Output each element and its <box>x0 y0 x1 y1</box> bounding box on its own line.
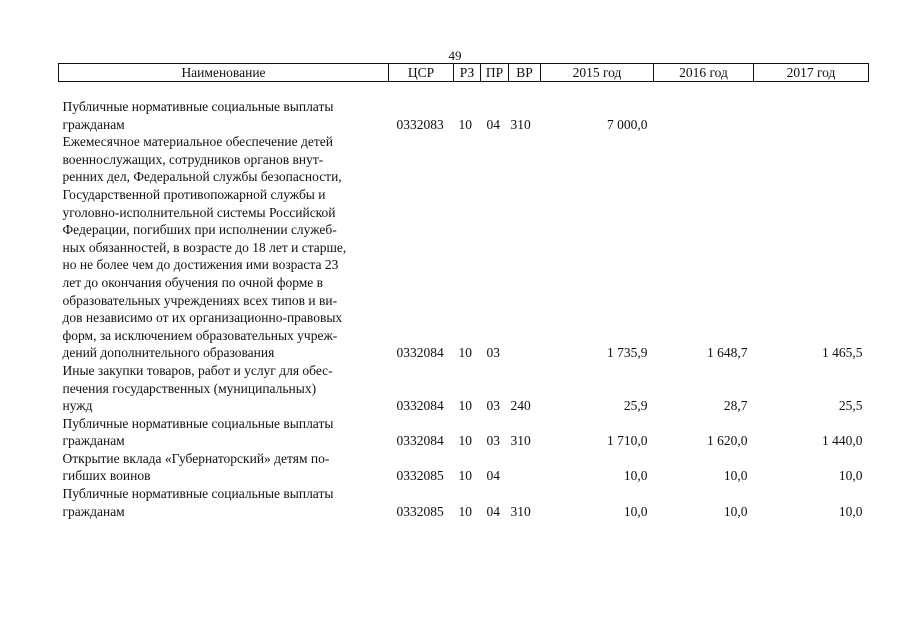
row-pr: 03 <box>486 345 500 361</box>
table-header <box>59 64 869 82</box>
row-name-line: дений дополнительного образования <box>62 345 275 361</box>
row-2016: 10,0 <box>723 503 748 519</box>
table-row <box>59 98 869 133</box>
row-name-line: гражданам <box>62 116 125 132</box>
row-name-line: гибших воинов <box>62 468 151 484</box>
row-vr: 240 <box>510 398 531 414</box>
row-name-line: Ежемесячное материальное обеспечение детей <box>62 134 333 150</box>
row-2016: 1 648,7 <box>707 345 748 361</box>
row-name <box>59 485 389 520</box>
row-csr: 0332085 <box>396 468 444 484</box>
row-2015: 10,0 <box>623 503 648 519</box>
row-rz: 10 <box>458 468 472 484</box>
row-name-line: ных обязанностей, в возрасте до 18 лет и старше, <box>62 239 347 255</box>
table-row <box>59 485 869 520</box>
row-2017: 10,0 <box>838 503 863 519</box>
table-body <box>59 82 869 521</box>
row-2016: 28,7 <box>723 398 748 414</box>
row-2017: 10,0 <box>838 468 863 484</box>
header-2016: 2016 год <box>654 64 754 82</box>
row-2015: 7 000,0 <box>607 116 648 132</box>
row-pr: 03 <box>486 433 500 449</box>
row-name-line: нужд <box>62 398 93 414</box>
header-rz: РЗ <box>454 64 481 82</box>
row-2015: 1 710,0 <box>607 433 648 449</box>
row-name <box>59 362 389 415</box>
row-csr: 0332085 <box>396 503 444 519</box>
header-name: Наименование <box>59 64 389 82</box>
row-vr: 310 <box>510 433 531 449</box>
row-name <box>59 133 389 362</box>
row-2016: 1 620,0 <box>707 433 748 449</box>
row-csr: 0332084 <box>396 345 444 361</box>
row-csr: 0332084 <box>396 398 444 414</box>
header-vr: ВР <box>509 64 541 82</box>
row-name-line: Открытие вклада «Губернаторский» детям по- <box>62 450 330 466</box>
row-name <box>59 98 389 133</box>
header-spacer <box>59 82 869 99</box>
table-row <box>59 450 869 485</box>
row-pr: 04 <box>486 468 500 484</box>
row-name-line: лет до окончания обучения по очной форме в <box>62 274 324 290</box>
row-2017: 1 465,5 <box>822 345 863 361</box>
page-number: 49 <box>448 48 462 63</box>
row-name-line: ренних дел, Федеральной службы безопасности, <box>62 169 342 185</box>
row-vr <box>509 450 541 485</box>
row-2017: 1 440,0 <box>822 433 863 449</box>
row-rz: 10 <box>458 398 472 414</box>
row-name-line: печения государственных (муниципальных) <box>62 380 317 396</box>
header-2015: 2015 год <box>541 64 654 82</box>
row-vr: 310 <box>510 503 531 519</box>
row-rz: 10 <box>458 433 472 449</box>
row-name <box>59 415 389 450</box>
row-name-line: гражданам <box>62 503 125 519</box>
row-name-line: Публичные нормативные социальные выплаты <box>62 415 334 431</box>
header-csr: ЦСР <box>389 64 454 82</box>
header-2017: 2017 год <box>754 64 869 82</box>
table-row <box>59 362 869 415</box>
row-pr: 03 <box>486 398 500 414</box>
row-2015: 1 735,9 <box>607 345 648 361</box>
row-csr: 0332083 <box>396 116 444 132</box>
row-2017: 25,5 <box>838 398 863 414</box>
row-2017 <box>754 98 869 133</box>
row-name-line: уголовно-исполнительной системы Российской <box>62 204 336 220</box>
header-pr: ПР <box>481 64 509 82</box>
row-vr <box>509 133 541 362</box>
row-csr: 0332084 <box>396 433 444 449</box>
row-vr: 310 <box>510 116 531 132</box>
row-name-line: форм, за исключением образовательных учреж- <box>62 327 338 343</box>
row-2016: 10,0 <box>723 468 748 484</box>
row-pr: 04 <box>486 116 500 132</box>
row-2015: 25,9 <box>623 398 648 414</box>
row-name-line: Государственной противопожарной службы и <box>62 186 326 202</box>
row-pr: 04 <box>486 503 500 519</box>
row-name-line: гражданам <box>62 433 125 449</box>
row-name-line: но не более чем до достижения ими возраста 23 <box>62 257 339 273</box>
table-row <box>59 133 869 362</box>
row-name-line: Иные закупки товаров, работ и услуг для обес- <box>62 362 333 378</box>
row-name <box>59 450 389 485</box>
row-name-line: дов независимо от их организационно-правовых <box>62 310 343 326</box>
row-name-line: образовательных учреждениях всех типов и ви- <box>62 292 338 308</box>
budget-table <box>58 63 869 520</box>
row-2016 <box>654 98 754 133</box>
row-name-line: военнослужащих, сотрудников органов внут- <box>62 151 324 167</box>
row-name-line: Публичные нормативные социальные выплаты <box>62 486 334 502</box>
row-2015: 10,0 <box>623 468 648 484</box>
row-rz: 10 <box>458 116 472 132</box>
row-name-line: Публичные нормативные социальные выплаты <box>62 99 334 114</box>
table-row <box>59 415 869 450</box>
row-rz: 10 <box>458 345 472 361</box>
row-name-line: Федерации, погибших при исполнении служеб- <box>62 222 337 238</box>
row-rz: 10 <box>458 503 472 519</box>
